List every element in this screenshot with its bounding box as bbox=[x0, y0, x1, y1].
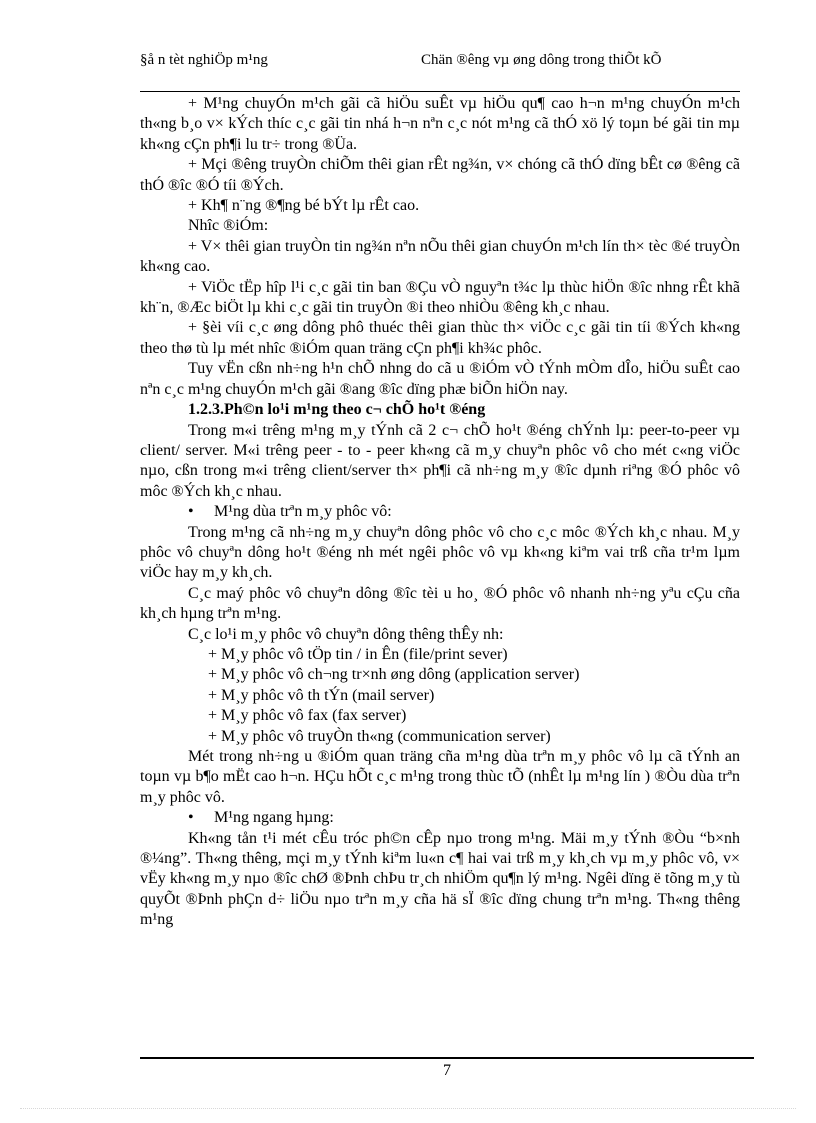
sub-list-item: + M¸y phôc vô truyÒn th«ng (communication server) bbox=[208, 727, 551, 745]
paragraph: + V× thêi gian truyÒn tin ng¾n nªn nÕu thêi gian chuyÓn m¹ch lín th× tèc ®é truyÒn kh«ng cao. bbox=[140, 237, 740, 276]
bullet-dot-icon: • bbox=[188, 809, 194, 827]
bullet-dot-icon: • bbox=[188, 503, 194, 521]
page-edge-dotted-line bbox=[20, 1108, 796, 1109]
document-body bbox=[140, 94, 740, 931]
sub-list-item: + M¸y phôc vô fax (fax server) bbox=[208, 707, 407, 725]
bullet-text: M¹ng dùa trªn m¸y phôc vô: bbox=[214, 503, 392, 521]
bullet-item bbox=[140, 502, 740, 522]
bullet-text: M¹ng ngang hµng: bbox=[214, 809, 334, 827]
footer-rule bbox=[140, 1057, 754, 1059]
paragraph: Kh«ng tån t¹i mét cÊu tróc ph©n cÊp nµo trong m¹ng. Mäi m¸y tÝnh ®Òu “b×nh ®¼ng”. Th«ng thêng, mçi m¸y tÝnh kiªm lu«n c¶ hai vai trß m¸y kh¸ch vµ m¸y phôc vô, v× vËy kh«ng m¸y nµo ®îc chØ ®Þnh chÞu tr¸ch nhiÖm qu¶n lý m¹ng. Ngêi dïng ë tõng m¸y tù quyÕt ®Þnh phÇn d÷ liÖu nµo trªn m¸y cña hä sÏ ®îc dïng chung trªn m¹ng. Th«ng thêng m¹ng bbox=[140, 829, 740, 929]
paragraph: Mét trong nh÷ng u ®iÓm quan träng cña m¹ng dùa trªn m¸y phôc vô lµ cã tÝnh an toµn vµ b¶o mËt cao h¬n. HÇu hÕt c¸c m¹ng trong thùc tÕ (nhÊt lµ m¹ng lín ) ®Òu dùa trªn m¸y phôc vô. bbox=[140, 748, 740, 806]
paragraph: + Kh¶ n¨ng ®¶ng bé bÝt lµ rÊt cao. bbox=[188, 197, 420, 215]
page-number: 7 bbox=[443, 1062, 451, 1079]
paragraph: + §èi víi c¸c øng dông phô thuéc thêi gian thùc th× viÖc c¸c gãi tin tíi ®Ých kh«ng theo thø tù lµ mét nhîc ®iÓm quan träng cÇn ph¶i kh¾c phôc. bbox=[140, 319, 740, 357]
paragraph: Trong m¹ng cã nh÷ng m¸y chuyªn dông phôc vô cho c¸c môc ®Ých kh¸c nhau. M¸y phôc vô chuyªn dông ho¹t ®éng nh mét ngêi phôc vô vµ kh«ng kiªm vai trß cña tr¹m lµm viÖc hay m¸y kh¸ch. bbox=[140, 523, 740, 582]
header-left-title: §å n tèt nghiÖp m¹ng bbox=[140, 52, 268, 68]
section-heading: 1.2.3.Ph©n lo¹i m¹ng theo c¬ chÕ ho¹t ®éng bbox=[188, 401, 486, 419]
paragraph: Tuy vËn cßn nh÷ng h¹n chÕ nhng do cã u ®iÓm vÒ tÝnh mÒm dÎo, hiÖu suÊt cao nªn c¸c m¹ng chuyÓn m¹ch gãi ®ang ®îc dïng phæ biÕn hiÖn nay. bbox=[140, 360, 740, 398]
paragraph: Trong m«i trêng m¹ng m¸y tÝnh cã 2 c¬ chÕ ho¹t ®éng chÝnh lµ: peer-to-peer vµ client/ server. M«i trêng peer - to - peer kh«ng cã m¸y chuyªn phôc vô cho mét c«ng viÖc nµo, cßn trong m«i trêng client/server th× ph¶i cã nh÷ng m¸y ®îc dµnh riªng ®Ó phôc vô môc ®Ých kh¸c nhau. bbox=[140, 421, 740, 500]
sub-list-item: + M¸y phôc vô ch¬ng tr×nh øng dông (application server) bbox=[208, 666, 580, 684]
bullet-item bbox=[140, 808, 740, 828]
paragraph: C¸c maý phôc vô chuyªn dông ®îc tèi u ho¸ ®Ó phôc vô nhanh nh÷ng yªu cÇu cña kh¸ch hµng trªn m¹ng. bbox=[140, 584, 740, 623]
paragraph: C¸c lo¹i m¸y phôc vô chuyªn dông thêng thÊy nh: bbox=[188, 625, 504, 643]
paragraph: + Mçi ®êng truyÒn chiÕm thêi gian rÊt ng¾n, v× chóng cã thÓ dïng bÊt cø ®êng cã thÓ ®îc ®Ó tíi ®Ých. bbox=[140, 156, 740, 194]
sub-list-item: + M¸y phôc vô th tÝn (mail server) bbox=[208, 686, 435, 704]
header-rule bbox=[140, 91, 740, 92]
paragraph: Nhîc ®iÓm: bbox=[188, 217, 269, 235]
paragraph: + ViÖc tËp hîp l¹i c¸c gãi tin ban ®Çu vÒ nguyªn t¾c lµ thùc hiÖn ®îc nhng rÊt khã kh¨n, ®Æc biÖt lµ khi c¸c gãi tin truyÒn ®i theo nhiÒu ®êng kh¸c nhau. bbox=[140, 278, 740, 317]
sub-list-item: + M¸y phôc vô tÖp tin / in Ên (file/print sever) bbox=[208, 645, 508, 663]
header-right-title: Chän ®êng vµ øng dông trong thiÕt kÕ bbox=[421, 52, 662, 68]
paragraph: + M¹ng chuyÓn m¹ch gãi cã hiÖu suÊt vµ hiÖu qu¶ cao h¬n m¹ng chuyÓn m¹ch th«ng b¸o v× kÝch thíc c¸c gãi tin nhá h¬n nªn c¸c nót m¹ng cã thÓ xö lý toµn bé gãi tin mµ kh«ng cÇn ph¶i lu tr÷ trong ®Üa. bbox=[140, 95, 740, 153]
